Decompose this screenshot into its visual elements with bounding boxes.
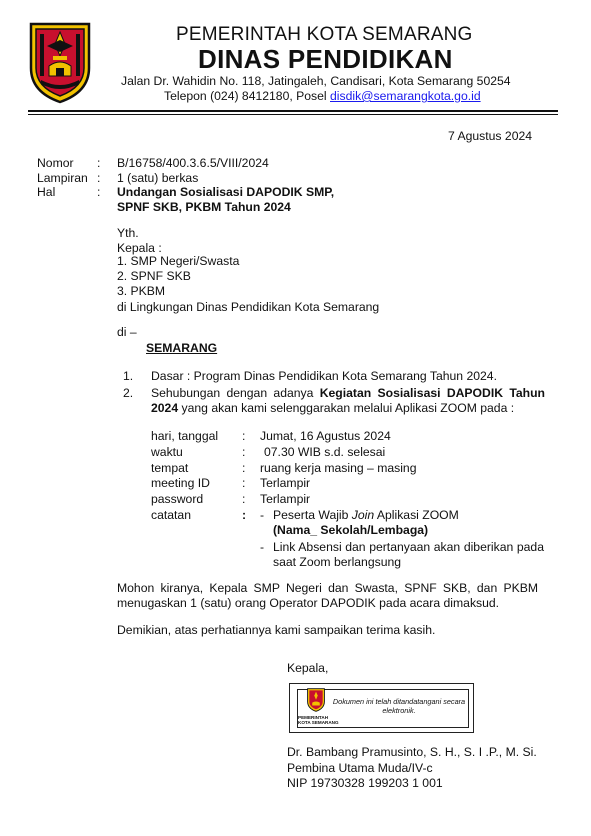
detail-value: Terlampir	[260, 492, 311, 506]
semarang-crest-mini-icon	[307, 688, 325, 712]
note-bullet: -	[260, 540, 265, 554]
signatory-name: Dr. Bambang Pramusinto, S. H., S. I .P., M. Si.	[287, 745, 537, 759]
letterhead-rule-thin	[28, 114, 558, 115]
contact-phone: Telepon (024) 8412180, Posel	[164, 89, 331, 103]
detail-label: tempat	[151, 461, 189, 475]
hal-subject-line1: Undangan Sosialisasi DAPODIK SMP,	[117, 185, 335, 199]
email-link[interactable]: disdik@semarangkota.go.id	[330, 89, 481, 103]
yth-label: Yth.	[117, 226, 139, 240]
detail-value: Terlampir	[260, 476, 311, 490]
lampiran-colon: :	[97, 171, 101, 185]
note-1-line2: (Nama_ Sekolah/Lembaga)	[273, 523, 429, 537]
item-number: 2.	[123, 386, 134, 400]
closing-paragraph-line1: Mohon kiranya, Kepala SMP Negeri dan Swasta, SPNF SKB, dan PKBM	[117, 581, 538, 595]
detail-colon: :	[242, 508, 247, 522]
recipient-item: 1. SMP Negeri/Swasta	[117, 254, 240, 268]
hal-label: Hal	[37, 185, 56, 199]
detail-label: hari, tanggal	[151, 429, 219, 443]
lampiran-label: Lampiran	[37, 171, 88, 185]
nomor-label: Nomor	[37, 156, 74, 170]
detail-value: Jumat, 16 Agustus 2024	[260, 429, 391, 443]
hal-colon: :	[97, 185, 101, 199]
letterhead-rule-thick	[28, 110, 558, 112]
letter-date: 7 Agustus 2024	[448, 129, 533, 143]
hal-subject-line2: SPNF SKB, PKBM Tahun 2024	[117, 200, 291, 214]
detail-label: password	[151, 492, 204, 506]
detail-colon: :	[242, 476, 246, 490]
item-number: 1.	[123, 369, 134, 383]
detail-label: waktu	[151, 445, 183, 459]
signatory-nip: NIP 19730328 199203 1 001	[287, 776, 443, 790]
agency-name: DINAS PENDIDIKAN	[198, 44, 453, 74]
closing-paragraph-line2: menugaskan 1 (satu) orang Operator DAPODIK pada acara dimaksud.	[117, 596, 500, 610]
detail-colon: :	[242, 461, 246, 475]
detail-label: catatan	[151, 508, 191, 522]
agency-contact	[164, 89, 481, 103]
detail-value: ruang kerja masing – masing	[260, 461, 417, 475]
government-name: PEMERINTAH KOTA SEMARANG	[176, 24, 473, 45]
stamp-label-line2: KOTA SEMARANG	[298, 720, 339, 725]
signatory-title: Kepala,	[287, 661, 329, 675]
agency-address: Jalan Dr. Wahidin No. 118, Jatingaleh, Candisari, Kota Semarang 50254	[121, 74, 511, 88]
kepala-label: Kepala :	[117, 241, 162, 255]
detail-colon: :	[242, 445, 246, 459]
detail-value: 07.30 WIB s.d. selesai	[264, 445, 386, 459]
invitation-paragraph-line2: 2024 yang akan kami selenggarakan melalui Aplikasi ZOOM pada :	[151, 401, 515, 415]
detail-colon: :	[242, 492, 246, 506]
semarang-crest-logo	[29, 22, 91, 104]
stamp-label-line1: PEMERINTAH	[298, 715, 329, 720]
basis-paragraph: Dasar : Program Dinas Pendidikan Kota Semarang Tahun 2024.	[151, 369, 497, 383]
e-signature-notice: Dokumen ini telah ditandatangani secara elektronik.	[332, 697, 466, 715]
note-1-line1: Peserta Wajib Join Aplikasi ZOOM	[273, 508, 459, 522]
recipient-scope: di Lingkungan Dinas Pendidikan Kota Semarang	[117, 300, 380, 314]
detail-label: meeting ID	[151, 476, 210, 490]
recipient-item: 2. SPNF SKB	[117, 269, 191, 283]
note-2-line2: saat Zoom berlangsung	[273, 555, 402, 569]
signatory-rank: Pembina Utama Muda/IV-c	[287, 761, 433, 775]
detail-colon: :	[242, 429, 246, 443]
nomor-colon: :	[97, 156, 101, 170]
closing-remark: Demikian, atas perhatiannya kami sampaikan terima kasih.	[117, 623, 436, 637]
invitation-paragraph-line1: Sehubungan dengan adanya Kegiatan Sosialisasi DAPODIK Tahun	[151, 386, 545, 400]
note-2-line1: Link Absensi dan pertanyaan akan diberikan pada	[273, 540, 544, 554]
nomor-value: B/16758/400.3.6.5/VIII/2024	[117, 156, 269, 170]
note-bullet: -	[260, 508, 265, 522]
di-label: di –	[117, 325, 137, 339]
recipient-item: 3. PKBM	[117, 284, 166, 298]
recipient-city: SEMARANG	[146, 341, 218, 355]
lampiran-value: 1 (satu) berkas	[117, 171, 199, 185]
